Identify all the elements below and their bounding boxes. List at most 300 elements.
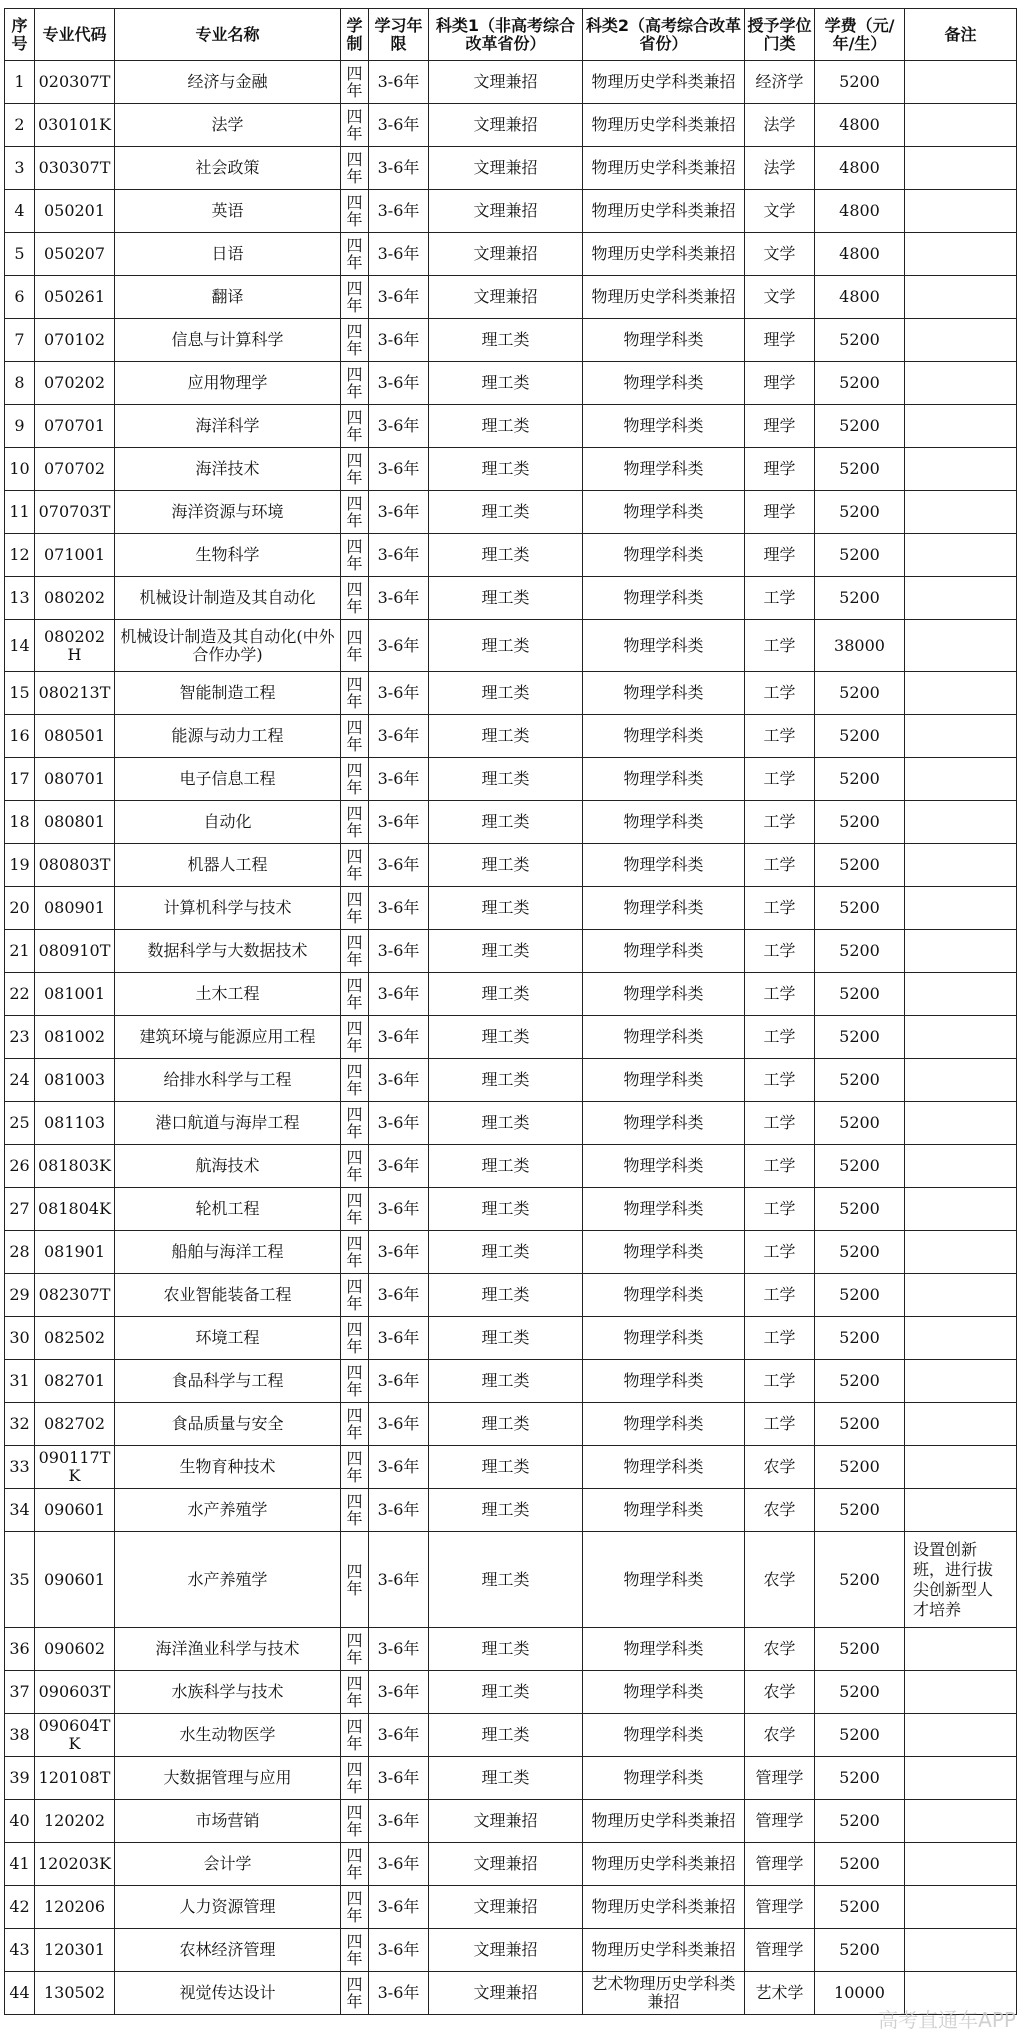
cell-note — [905, 405, 1017, 448]
cell-note — [905, 1360, 1017, 1403]
cell-note — [905, 1403, 1017, 1446]
cell-fee: 5200 — [815, 1929, 905, 1972]
cell-note — [905, 1757, 1017, 1800]
cell-degree: 法学 — [745, 104, 815, 147]
cell-no: 27 — [5, 1188, 35, 1231]
cell-degree: 工学 — [745, 758, 815, 801]
table-row — [5, 1360, 1017, 1403]
cell-code: 090117TK — [35, 1446, 115, 1489]
cell-code: 080701 — [35, 758, 115, 801]
cell-code: 081003 — [35, 1059, 115, 1102]
cell-no: 37 — [5, 1671, 35, 1714]
cell-no: 29 — [5, 1274, 35, 1317]
cell-cat2: 物理学科类 — [583, 1016, 745, 1059]
cell-no: 14 — [5, 620, 35, 672]
cell-cat1: 理工类 — [429, 577, 583, 620]
cell-cat2: 物理学科类 — [583, 1757, 745, 1800]
cell-code: 050207 — [35, 233, 115, 276]
cell-cat1: 理工类 — [429, 1671, 583, 1714]
table-row — [5, 887, 1017, 930]
cell-cat1: 文理兼招 — [429, 276, 583, 319]
cell-name: 农林经济管理 — [115, 1929, 341, 1972]
cell-cat2: 物理学科类 — [583, 844, 745, 887]
table-row — [5, 1929, 1017, 1972]
cell-fee: 5200 — [815, 1800, 905, 1843]
cell-note — [905, 887, 1017, 930]
cell-cat1: 文理兼招 — [429, 1929, 583, 1972]
cell-no: 30 — [5, 1317, 35, 1360]
cell-cat1: 理工类 — [429, 1231, 583, 1274]
cell-fee: 5200 — [815, 1489, 905, 1532]
cell-code: 090602 — [35, 1628, 115, 1671]
cell-cat1: 理工类 — [429, 672, 583, 715]
header-no: 序号 — [5, 9, 35, 61]
table-row — [5, 620, 1017, 672]
cell-name: 海洋科学 — [115, 405, 341, 448]
cell-system: 四年 — [341, 276, 369, 319]
cell-no: 6 — [5, 276, 35, 319]
cell-cat1: 理工类 — [429, 1532, 583, 1628]
cell-degree: 工学 — [745, 672, 815, 715]
cell-degree: 艺术学 — [745, 1972, 815, 2015]
header-years: 学习年限 — [369, 9, 429, 61]
cell-note — [905, 672, 1017, 715]
cell-name: 应用物理学 — [115, 362, 341, 405]
cell-years: 3-6年 — [369, 887, 429, 930]
cell-years: 3-6年 — [369, 1886, 429, 1929]
cell-note — [905, 1714, 1017, 1757]
table-row — [5, 405, 1017, 448]
cell-name: 航海技术 — [115, 1145, 341, 1188]
cell-cat1: 理工类 — [429, 1757, 583, 1800]
cell-fee: 5200 — [815, 1886, 905, 1929]
cell-cat2: 物理学科类 — [583, 620, 745, 672]
cell-cat2: 物理学科类 — [583, 1489, 745, 1532]
cell-years: 3-6年 — [369, 1231, 429, 1274]
cell-cat2: 物理历史学科类兼招 — [583, 1800, 745, 1843]
cell-system: 四年 — [341, 1886, 369, 1929]
cell-system: 四年 — [341, 1102, 369, 1145]
cell-system: 四年 — [341, 1671, 369, 1714]
cell-note — [905, 1102, 1017, 1145]
cell-degree: 工学 — [745, 577, 815, 620]
cell-fee: 5200 — [815, 1188, 905, 1231]
cell-system: 四年 — [341, 1274, 369, 1317]
cell-no: 24 — [5, 1059, 35, 1102]
cell-note — [905, 534, 1017, 577]
cell-degree: 理学 — [745, 448, 815, 491]
cell-name: 海洋技术 — [115, 448, 341, 491]
table-row — [5, 1016, 1017, 1059]
cell-years: 3-6年 — [369, 1059, 429, 1102]
table-row — [5, 1800, 1017, 1843]
cell-cat2: 物理历史学科类兼招 — [583, 61, 745, 104]
cell-cat1: 文理兼招 — [429, 147, 583, 190]
cell-system: 四年 — [341, 448, 369, 491]
cell-no: 23 — [5, 1016, 35, 1059]
cell-cat1: 文理兼招 — [429, 1843, 583, 1886]
cell-code: 080910T — [35, 930, 115, 973]
cell-no: 18 — [5, 801, 35, 844]
cell-code: 120301 — [35, 1929, 115, 1972]
cell-fee: 5200 — [815, 1145, 905, 1188]
cell-system: 四年 — [341, 930, 369, 973]
cell-system: 四年 — [341, 844, 369, 887]
cell-years: 3-6年 — [369, 147, 429, 190]
cell-degree: 工学 — [745, 1059, 815, 1102]
cell-name: 轮机工程 — [115, 1188, 341, 1231]
table-row — [5, 1059, 1017, 1102]
cell-cat2: 物理学科类 — [583, 1714, 745, 1757]
cell-degree: 农学 — [745, 1714, 815, 1757]
cell-no: 28 — [5, 1231, 35, 1274]
table-row — [5, 276, 1017, 319]
cell-cat2: 物理学科类 — [583, 715, 745, 758]
cell-cat2: 物理历史学科类兼招 — [583, 276, 745, 319]
cell-no: 13 — [5, 577, 35, 620]
cell-fee: 5200 — [815, 448, 905, 491]
cell-note — [905, 491, 1017, 534]
cell-cat2: 物理学科类 — [583, 1274, 745, 1317]
cell-cat1: 理工类 — [429, 620, 583, 672]
cell-system: 四年 — [341, 1489, 369, 1532]
cell-cat1: 理工类 — [429, 448, 583, 491]
cell-cat2: 物理学科类 — [583, 1628, 745, 1671]
cell-fee: 4800 — [815, 276, 905, 319]
cell-no: 12 — [5, 534, 35, 577]
cell-no: 43 — [5, 1929, 35, 1972]
header-code: 专业代码 — [35, 9, 115, 61]
cell-cat2: 物理学科类 — [583, 973, 745, 1016]
table-row — [5, 1489, 1017, 1532]
cell-code: 081803K — [35, 1145, 115, 1188]
cell-system: 四年 — [341, 1403, 369, 1446]
cell-name: 环境工程 — [115, 1317, 341, 1360]
cell-code: 080803T — [35, 844, 115, 887]
cell-system: 四年 — [341, 1059, 369, 1102]
cell-name: 生物育种技术 — [115, 1446, 341, 1489]
cell-note — [905, 1145, 1017, 1188]
cell-years: 3-6年 — [369, 362, 429, 405]
cell-degree: 文学 — [745, 233, 815, 276]
table-row — [5, 1714, 1017, 1757]
cell-fee: 4800 — [815, 233, 905, 276]
table-row — [5, 362, 1017, 405]
table-row — [5, 1231, 1017, 1274]
cell-system: 四年 — [341, 973, 369, 1016]
cell-degree: 工学 — [745, 1360, 815, 1403]
cell-code: 090601 — [35, 1489, 115, 1532]
cell-fee: 5200 — [815, 1843, 905, 1886]
cell-note — [905, 620, 1017, 672]
cell-degree: 工学 — [745, 1188, 815, 1231]
cell-code: 090603T — [35, 1671, 115, 1714]
cell-no: 39 — [5, 1757, 35, 1800]
cell-name: 机械设计制造及其自动化 — [115, 577, 341, 620]
cell-note — [905, 801, 1017, 844]
table-row — [5, 491, 1017, 534]
cell-degree: 工学 — [745, 1102, 815, 1145]
cell-years: 3-6年 — [369, 319, 429, 362]
cell-note — [905, 61, 1017, 104]
cell-years: 3-6年 — [369, 672, 429, 715]
header-degree: 授予学位门类 — [745, 9, 815, 61]
cell-code: 082307T — [35, 1274, 115, 1317]
major-table-sheet — [4, 8, 1017, 2015]
cell-fee: 5200 — [815, 1403, 905, 1446]
cell-no: 4 — [5, 190, 35, 233]
cell-fee: 5200 — [815, 887, 905, 930]
table-row — [5, 973, 1017, 1016]
cell-fee: 5200 — [815, 1532, 905, 1628]
table-row — [5, 930, 1017, 973]
cell-degree: 工学 — [745, 887, 815, 930]
cell-name: 电子信息工程 — [115, 758, 341, 801]
cell-fee: 5200 — [815, 1446, 905, 1489]
cell-name: 智能制造工程 — [115, 672, 341, 715]
cell-degree: 农学 — [745, 1446, 815, 1489]
cell-cat2: 物理学科类 — [583, 887, 745, 930]
cell-code: 130502 — [35, 1972, 115, 2015]
cell-cat2: 艺术物理历史学科类兼招 — [583, 1972, 745, 2015]
cell-years: 3-6年 — [369, 1972, 429, 2015]
cell-note — [905, 190, 1017, 233]
header-note: 备注 — [905, 9, 1017, 61]
cell-years: 3-6年 — [369, 104, 429, 147]
cell-code: 081103 — [35, 1102, 115, 1145]
cell-system: 四年 — [341, 1231, 369, 1274]
cell-degree: 文学 — [745, 190, 815, 233]
cell-system: 四年 — [341, 1929, 369, 1972]
cell-note — [905, 1274, 1017, 1317]
cell-cat1: 理工类 — [429, 1016, 583, 1059]
cell-note — [905, 362, 1017, 405]
cell-code: 070703T — [35, 491, 115, 534]
cell-fee: 5200 — [815, 672, 905, 715]
cell-degree: 农学 — [745, 1628, 815, 1671]
cell-degree: 理学 — [745, 491, 815, 534]
cell-code: 070701 — [35, 405, 115, 448]
cell-degree: 工学 — [745, 1274, 815, 1317]
cell-note — [905, 1016, 1017, 1059]
cell-name: 英语 — [115, 190, 341, 233]
cell-years: 3-6年 — [369, 973, 429, 1016]
cell-fee: 5200 — [815, 491, 905, 534]
cell-no: 21 — [5, 930, 35, 973]
cell-degree: 管理学 — [745, 1929, 815, 1972]
cell-cat1: 理工类 — [429, 887, 583, 930]
watermark-text: 高考直通车APP — [878, 2008, 1016, 2032]
cell-cat1: 理工类 — [429, 1317, 583, 1360]
cell-name: 给排水科学与工程 — [115, 1059, 341, 1102]
cell-cat1: 理工类 — [429, 715, 583, 758]
cell-no: 19 — [5, 844, 35, 887]
cell-cat1: 理工类 — [429, 758, 583, 801]
cell-code: 081002 — [35, 1016, 115, 1059]
cell-note — [905, 1231, 1017, 1274]
cell-note — [905, 1489, 1017, 1532]
cell-years: 3-6年 — [369, 1843, 429, 1886]
cell-system: 四年 — [341, 1145, 369, 1188]
cell-cat1: 理工类 — [429, 1188, 583, 1231]
header-fee: 学费（元/年/生） — [815, 9, 905, 61]
cell-cat1: 理工类 — [429, 1274, 583, 1317]
cell-cat2: 物理历史学科类兼招 — [583, 104, 745, 147]
cell-name: 市场营销 — [115, 1800, 341, 1843]
table-row — [5, 758, 1017, 801]
cell-fee: 5200 — [815, 1317, 905, 1360]
cell-degree: 工学 — [745, 1317, 815, 1360]
cell-degree: 理学 — [745, 319, 815, 362]
cell-degree: 文学 — [745, 276, 815, 319]
cell-system: 四年 — [341, 362, 369, 405]
cell-degree: 工学 — [745, 1145, 815, 1188]
table-row — [5, 1274, 1017, 1317]
cell-name: 经济与金融 — [115, 61, 341, 104]
table-row — [5, 1317, 1017, 1360]
cell-system: 四年 — [341, 405, 369, 448]
cell-fee: 5200 — [815, 61, 905, 104]
cell-cat1: 文理兼招 — [429, 1800, 583, 1843]
cell-name: 能源与动力工程 — [115, 715, 341, 758]
table-row — [5, 1145, 1017, 1188]
cell-name: 数据科学与大数据技术 — [115, 930, 341, 973]
cell-years: 3-6年 — [369, 1489, 429, 1532]
cell-years: 3-6年 — [369, 1016, 429, 1059]
cell-cat1: 理工类 — [429, 1102, 583, 1145]
cell-cat2: 物理学科类 — [583, 319, 745, 362]
cell-cat1: 理工类 — [429, 534, 583, 577]
cell-years: 3-6年 — [369, 1628, 429, 1671]
cell-cat2: 物理学科类 — [583, 1145, 745, 1188]
cell-cat1: 理工类 — [429, 844, 583, 887]
cell-cat1: 理工类 — [429, 1714, 583, 1757]
cell-years: 3-6年 — [369, 233, 429, 276]
cell-fee: 5200 — [815, 758, 905, 801]
cell-years: 3-6年 — [369, 1532, 429, 1628]
cell-no: 34 — [5, 1489, 35, 1532]
cell-fee: 10000 — [815, 1972, 905, 2015]
cell-degree: 理学 — [745, 534, 815, 577]
table-row — [5, 1671, 1017, 1714]
cell-cat2: 物理历史学科类兼招 — [583, 190, 745, 233]
cell-code: 071001 — [35, 534, 115, 577]
table-row — [5, 233, 1017, 276]
cell-note — [905, 1671, 1017, 1714]
cell-system: 四年 — [341, 672, 369, 715]
table-row — [5, 534, 1017, 577]
cell-cat2: 物理学科类 — [583, 448, 745, 491]
cell-code: 090604TK — [35, 1714, 115, 1757]
cell-fee: 5200 — [815, 1714, 905, 1757]
cell-fee: 4800 — [815, 147, 905, 190]
table-row — [5, 844, 1017, 887]
header-system: 学制 — [341, 9, 369, 61]
cell-cat1: 理工类 — [429, 930, 583, 973]
cell-note — [905, 1628, 1017, 1671]
cell-degree: 法学 — [745, 147, 815, 190]
cell-note — [905, 973, 1017, 1016]
cell-fee: 5200 — [815, 577, 905, 620]
cell-cat2: 物理学科类 — [583, 1360, 745, 1403]
cell-system: 四年 — [341, 491, 369, 534]
cell-cat2: 物理学科类 — [583, 491, 745, 534]
table-row — [5, 1532, 1017, 1628]
cell-code: 080801 — [35, 801, 115, 844]
cell-system: 四年 — [341, 1016, 369, 1059]
cell-code: 081001 — [35, 973, 115, 1016]
cell-code: 080213T — [35, 672, 115, 715]
cell-system: 四年 — [341, 1843, 369, 1886]
table-row — [5, 1843, 1017, 1886]
cell-code: 070702 — [35, 448, 115, 491]
table-row — [5, 61, 1017, 104]
cell-years: 3-6年 — [369, 1403, 429, 1446]
cell-note — [905, 276, 1017, 319]
cell-fee: 4800 — [815, 190, 905, 233]
cell-years: 3-6年 — [369, 1671, 429, 1714]
cell-no: 25 — [5, 1102, 35, 1145]
table-row — [5, 1403, 1017, 1446]
cell-system: 四年 — [341, 1532, 369, 1628]
table-row — [5, 672, 1017, 715]
cell-name: 土木工程 — [115, 973, 341, 1016]
cell-cat2: 物理学科类 — [583, 1403, 745, 1446]
cell-cat1: 理工类 — [429, 1145, 583, 1188]
cell-no: 2 — [5, 104, 35, 147]
cell-cat2: 物理学科类 — [583, 405, 745, 448]
cell-years: 3-6年 — [369, 491, 429, 534]
cell-years: 3-6年 — [369, 715, 429, 758]
cell-system: 四年 — [341, 319, 369, 362]
cell-system: 四年 — [341, 534, 369, 577]
cell-name: 水产养殖学 — [115, 1489, 341, 1532]
cell-code: 080501 — [35, 715, 115, 758]
cell-fee: 5200 — [815, 319, 905, 362]
cell-system: 四年 — [341, 1972, 369, 2015]
cell-cat1: 文理兼招 — [429, 61, 583, 104]
cell-system: 四年 — [341, 1757, 369, 1800]
cell-code: 070102 — [35, 319, 115, 362]
cell-note — [905, 448, 1017, 491]
cell-no: 15 — [5, 672, 35, 715]
cell-degree: 农学 — [745, 1489, 815, 1532]
cell-fee: 5200 — [815, 1059, 905, 1102]
cell-cat2: 物理历史学科类兼招 — [583, 1843, 745, 1886]
cell-years: 3-6年 — [369, 930, 429, 973]
cell-fee: 5200 — [815, 1671, 905, 1714]
cell-note — [905, 1059, 1017, 1102]
cell-name: 机器人工程 — [115, 844, 341, 887]
cell-system: 四年 — [341, 577, 369, 620]
cell-code: 090601 — [35, 1532, 115, 1628]
cell-cat2: 物理学科类 — [583, 1059, 745, 1102]
cell-years: 3-6年 — [369, 61, 429, 104]
cell-note — [905, 758, 1017, 801]
cell-code: 081804K — [35, 1188, 115, 1231]
cell-cat1: 理工类 — [429, 1059, 583, 1102]
table-row — [5, 319, 1017, 362]
cell-system: 四年 — [341, 233, 369, 276]
cell-no: 9 — [5, 405, 35, 448]
cell-degree: 理学 — [745, 362, 815, 405]
cell-code: 080202H — [35, 620, 115, 672]
cell-cat2: 物理学科类 — [583, 1231, 745, 1274]
cell-no: 44 — [5, 1972, 35, 2015]
cell-years: 3-6年 — [369, 577, 429, 620]
cell-name: 自动化 — [115, 801, 341, 844]
cell-cat2: 物理历史学科类兼招 — [583, 1929, 745, 1972]
